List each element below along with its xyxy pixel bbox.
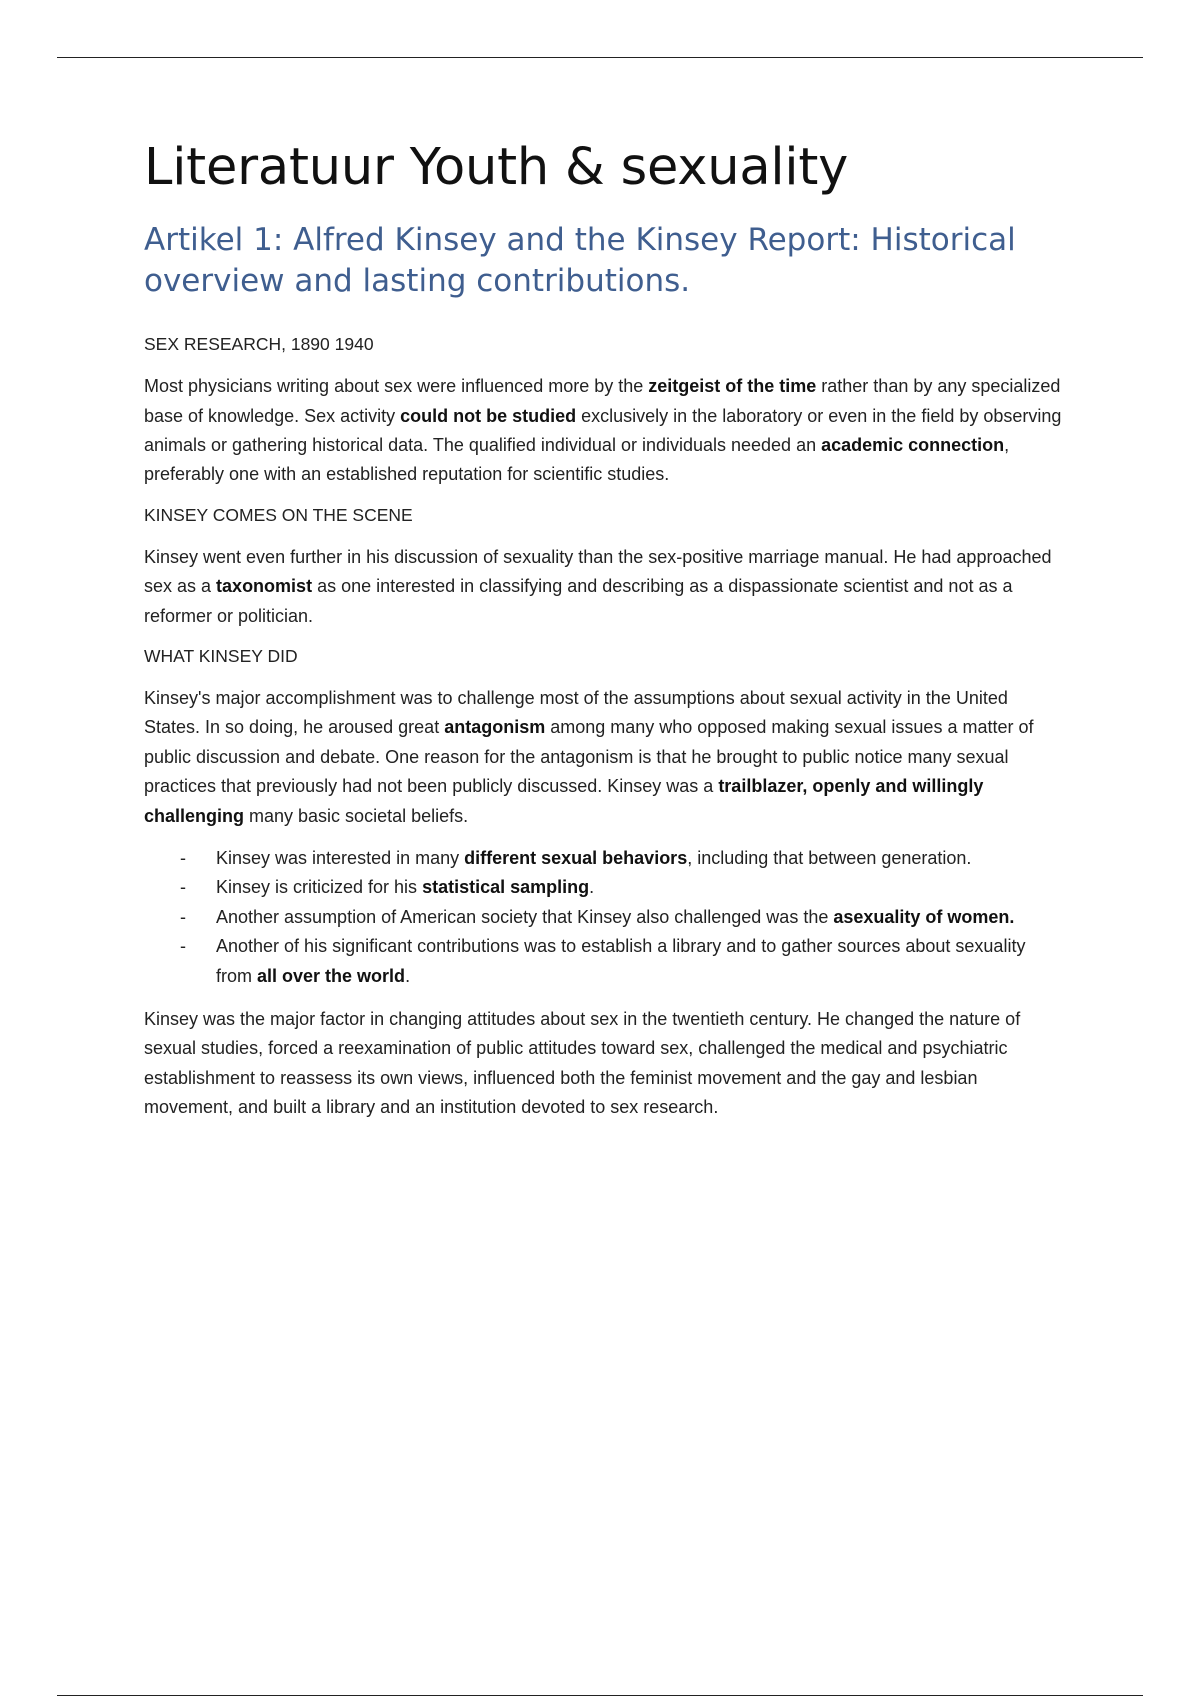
text-run: Kinsey's major accomplishment was to challenge most of the assumptions about sexual activity in the United States. In so doing, he aroused great (144, 687, 1008, 738)
text-run: exclusively in the laboratory or even in the field by observing animals or gathering historical data. The qualified individual or individuals needed an (144, 405, 1062, 455)
list-item (144, 873, 1064, 902)
bold-run: statistical sampling (422, 877, 590, 898)
paragraph-conclusion: Kinsey was the major factor in changing attitudes about sex in the twentieth century. He changed the nature of sexual studies, forced a reexamination of public attitudes toward sex, challenged the medical and psychiatric establishment to reassess its own views, influenced both the feminist movement and the gay and lesbian movement, and built a library and an institution devoted to sex research. (144, 1009, 1021, 1118)
bold-run: different sexual behaviors (464, 847, 688, 868)
bold-run: asexuality of women. (833, 906, 1015, 927)
text-run: , preferably one with an established reputation for scientific studies. (144, 434, 1010, 485)
footer-rule (57, 1695, 1143, 1696)
text-run: Kinsey went even further in his discussion of sexuality than the sex-positive marriage manual. He had approached sex as a (144, 546, 1052, 597)
document-body (144, 140, 1064, 1136)
text-run: rather than by any specialized base of knowledge. Sex activity (144, 376, 1061, 426)
dash-marker-icon: - (180, 847, 186, 868)
text-run: Another of his significant contributions was to establish a library and to gather sources about sexuality from (216, 936, 1026, 986)
text-run: Most physicians writing about sex were influenced more by the (144, 376, 649, 397)
text-run: Kinsey was interested in many (216, 847, 465, 868)
list-item (144, 903, 1064, 932)
dash-marker-icon: - (180, 877, 186, 898)
text-run: Another assumption of American society that Kinsey also challenged was the (216, 906, 834, 927)
paragraph-sex-research (144, 372, 1064, 490)
bold-run: academic connection (821, 434, 1005, 455)
section-heading-kinsey-scene: KINSEY COMES ON THE SCENE (144, 504, 413, 525)
bold-run: antagonism (444, 717, 546, 738)
bold-run: all over the world (257, 965, 406, 986)
section-heading-what-kinsey-did: WHAT KINSEY DID (144, 645, 298, 666)
list-item-text (216, 936, 1025, 985)
text-run: , including that between generation. (687, 847, 972, 868)
list-item (144, 844, 1064, 873)
bold-run: trailblazer, openly and willingly challenging (144, 776, 984, 826)
list-item-text (216, 877, 594, 897)
text-run: among many who opposed making sexual issues a matter of public discussion and debate. One reason for the antagonism is that he brought to public notice many sexual practices that previously had not been publicly discussed. Kinsey was a (144, 717, 1034, 797)
article-subtitle: Artikel 1: Alfred Kinsey and the Kinsey Report: Historical overview and lasting contributions. (144, 222, 1016, 300)
bold-run: taxonomist (216, 576, 313, 597)
section-heading-sex-research: SEX RESEARCH, 1890 1940 (144, 334, 374, 355)
list-item (144, 932, 1064, 991)
dash-marker-icon: - (180, 936, 186, 957)
text-run: as one interested in classifying and describing as a dispassionate scientist and not as a reformer or politician. (144, 576, 1013, 626)
text-run: many basic societal beliefs. (244, 805, 469, 826)
page-title: Literatuur Youth & sexuality (144, 138, 849, 197)
paragraph-what-kinsey-did (144, 684, 1064, 831)
paragraph-kinsey-scene (144, 543, 1064, 631)
list-item-text (216, 907, 1014, 927)
list-item-text (216, 848, 971, 868)
bold-run: could not be studied (400, 405, 577, 426)
header-rule (57, 57, 1143, 58)
text-run: . (589, 877, 595, 898)
bullet-list (144, 844, 1064, 991)
bold-run: zeitgeist of the time (648, 376, 817, 397)
text-run: . (405, 965, 411, 986)
text-run: Kinsey is criticized for his (216, 877, 423, 898)
dash-marker-icon: - (180, 906, 186, 927)
